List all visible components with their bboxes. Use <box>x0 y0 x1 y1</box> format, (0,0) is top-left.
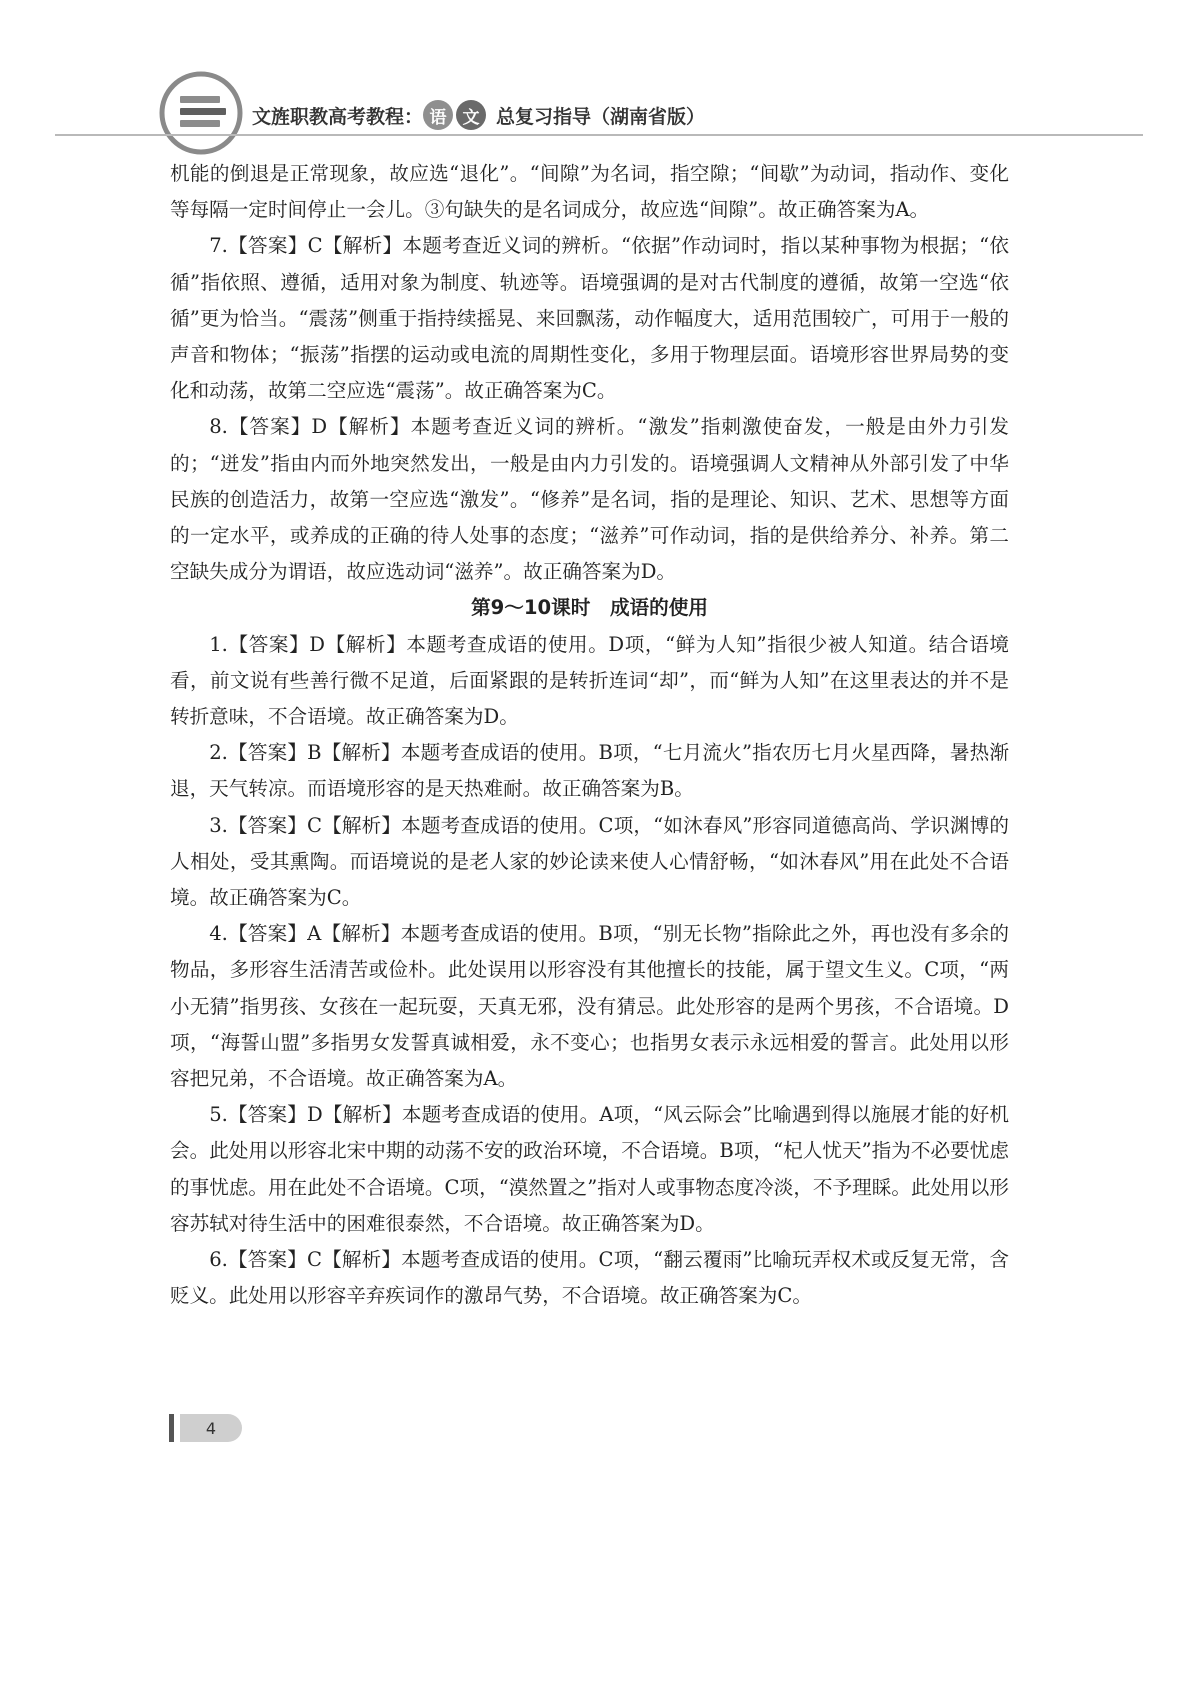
paragraph: 5.【答案】D【解析】本题考查成语的使用。A项，“风云际会”比喻遇到得以施展才能的好机会。此处用以形容北宋中期的动荡不安的政治环境，不合语境。B项，“杞人忧天”指为不必要忧虑的事忧虑。用在此处不合语境。C项，“漠然置之”指对人或事物态度冷淡，不予理睬。此处用以形容苏轼对待生活中的困难很泰然，不合语境。故正确答案为D。 <box>170 1103 1009 1235</box>
paragraph: 7.【答案】C【解析】本题考查近义词的辨析。“依据”作动词时，指以某种事物为根据；“依循”指依照、遵循，适用对象为制度、轨迹等。语境强调的是对古代制度的遵循，故第一空选“依循”更为恰当。“震荡”侧重于指持续摇晃、来回飘荡，动作幅度大，适用范围较广，可用于一般的声音和物体；“振荡”指摆的运动或电流的周期性变化，多用于物理层面。语境形容世界局势的变化和动荡，故第二空应选“震荡”。故正确答案为C。 <box>170 234 1009 403</box>
book-title-suffix: 总复习指导（湖南省版） <box>496 105 706 128</box>
book-logo-icon <box>158 70 244 156</box>
book-title <box>252 98 705 132</box>
section-title: 第9～10课时 成语的使用 <box>471 596 708 620</box>
subject-badge-2: 文 <box>456 100 486 130</box>
paragraph: 1.【答案】D【解析】本题考查成语的使用。D项，“鲜为人知”指很少被人知道。结合语境看，前文说有些善行微不足道，后面紧跟的是转折连词“却”，而“鲜为人知”在这里表达的并不是转折意味，不合语境。故正确答案为D。 <box>170 632 1009 729</box>
paragraph: 8.【答案】D【解析】本题考查近义词的辨析。“激发”指刺激使奋发，一般是由外力引发的；“迸发”指由内而外地突然发出，一般是由内力引发的。语境强调人文精神从外部引发了中华民族的创造活力，故第一空应选“激发”。“修养”是名词，指的是理论、知识、艺术、思想等方面的一定水平，或养成的正确的待人处事的态度；“滋养”可作动词，指的是供给养分、补养。第二空缺失成分为谓语，故应选动词“滋养”。故正确答案为D。 <box>170 415 1009 584</box>
paragraph: 6.【答案】C【解析】本题考查成语的使用。C项，“翻云覆雨”比喻玩弄权术或反复无常，含贬义。此处用以形容辛弃疾词作的激昂气势，不合语境。故正确答案为C。 <box>170 1248 1009 1308</box>
page-number-bar <box>169 1414 174 1442</box>
paragraph: 2.【答案】B【解析】本题考查成语的使用。B项，“七月流火”指农历七月火星西降，暑热渐退，天气转凉。而语境形容的是天热难耐。故正确答案为B。 <box>170 741 1009 801</box>
paragraph: 4.【答案】A【解析】本题考查成语的使用。B项，“别无长物”指除此之外，再也没有多余的物品，多形容生活清苦或俭朴。此处误用以形容没有其他擅长的技能，属于望文生义。C项，“两小无猜”指男孩、女孩在一起玩耍，天真无邪，没有猜忌。此处形容的是两个男孩，不合语境。D项，“海誓山盟”多指男女发誓真诚相爱，永不变心；也指男女表示永远相爱的誓言。此处用以形容把兄弟，不合语境。故正确答案为A。 <box>170 922 1009 1091</box>
answer-content <box>170 156 1009 1315</box>
page-header <box>0 0 1191 150</box>
subject-badge-1: 语 <box>423 100 453 130</box>
book-title-prefix: 文旌职教高考教程： <box>252 105 424 128</box>
page-number: 4 <box>180 1414 242 1442</box>
header-rule <box>55 134 1143 136</box>
paragraph: 3.【答案】C【解析】本题考查成语的使用。C项，“如沐春风”形容同道德高尚、学识渊博的人相处，受其熏陶。而语境说的是老人家的妙论读来使人心情舒畅，“如沐春风”用在此处不合语境。故正确答案为C。 <box>170 813 1009 910</box>
paragraph: 机能的倒退是正常现象，故应选“退化”。“间隙”为名词，指空隙；“间歇”为动词，指动作、变化等每隔一定时间停止一会儿。③句缺失的是名词成分，故应选“间隙”。故正确答案为A。 <box>170 162 1009 222</box>
